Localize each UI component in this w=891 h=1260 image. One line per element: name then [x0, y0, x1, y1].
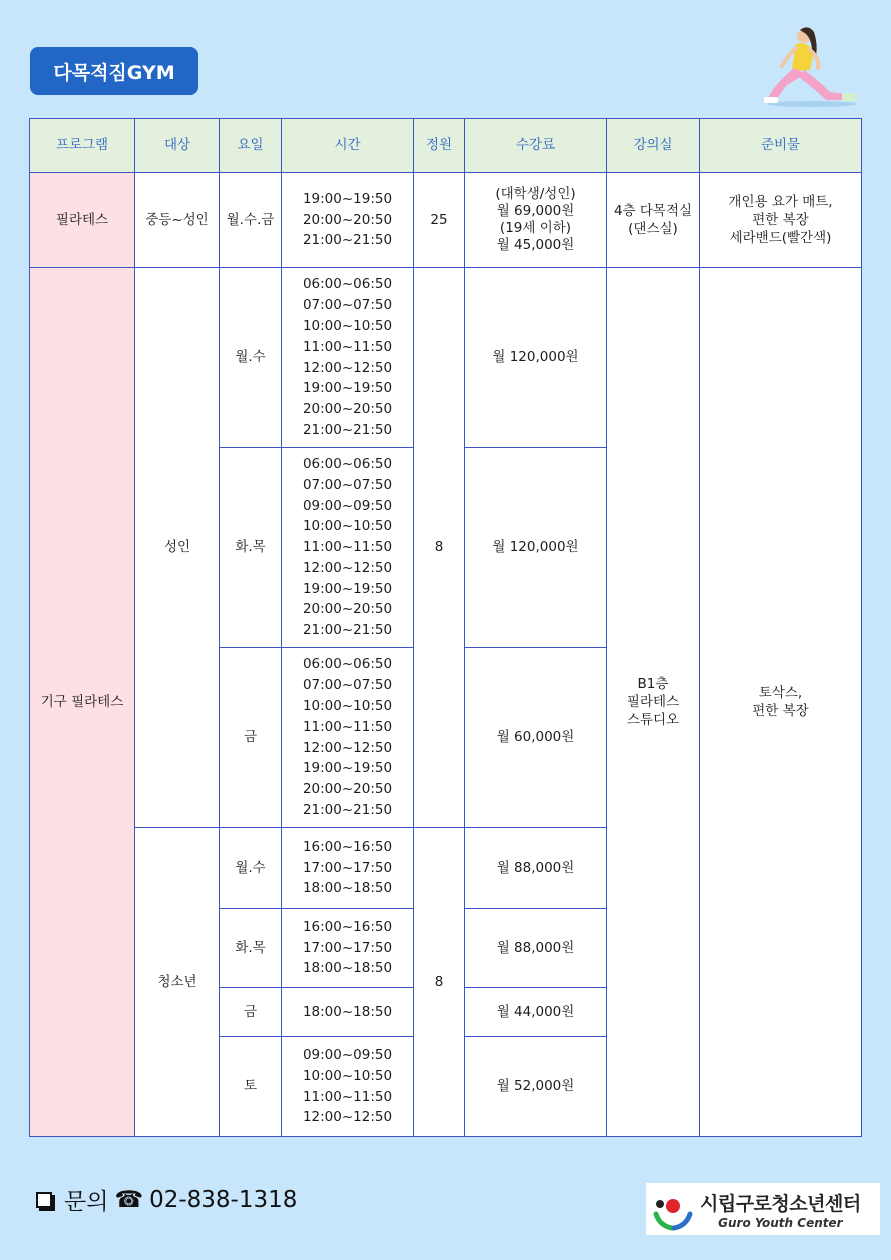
days-cell: 월.수 [220, 268, 282, 448]
header-time: 시간 [282, 119, 414, 173]
logo-korean-name: 시립구로청소년센터 [700, 1192, 861, 1215]
room-cell: 4층 다목적실 (댄스실) [607, 173, 700, 268]
schedule-table [29, 118, 862, 1137]
days-cell: 금 [220, 988, 282, 1037]
inquiry-line [36, 1183, 297, 1216]
inquiry-label: 문의 [64, 1189, 109, 1215]
fee-cell: 월 60,000원 [465, 648, 607, 828]
header-room: 강의실 [607, 119, 700, 173]
time-cell: 16:00~16:50 17:00~17:50 18:00~18:50 [282, 909, 414, 988]
program-pilates: 필라테스 [30, 173, 135, 268]
logo-english-name: Guro Youth Center [718, 1215, 843, 1230]
target-cell: 성인 [135, 268, 220, 828]
target-cell: 중등~성인 [135, 173, 220, 268]
checkbox-bullet-icon [36, 1192, 52, 1208]
phone-number: 02-838-1318 [149, 1186, 298, 1213]
header-fee: 수강료 [465, 119, 607, 173]
guro-youth-center-logo [646, 1183, 880, 1235]
capacity-cell: 25 [414, 173, 465, 268]
time-cell: 18:00~18:50 [282, 988, 414, 1037]
page-title: 다목적짐GYM [53, 61, 175, 84]
supplies-cell: 개인용 요가 매트, 편한 복장 세라밴드(빨간색) [700, 173, 862, 268]
days-cell: 토 [220, 1037, 282, 1137]
time-cell: 09:00~09:50 10:00~10:50 11:00~11:50 12:00~12:50 [282, 1037, 414, 1137]
fee-cell: 월 88,000원 [465, 909, 607, 988]
time-cell: 06:00~06:50 07:00~07:50 10:00~10:50 11:00~11:50 12:00~12:50 19:00~19:50 20:00~20:50 21:00~21:50 [282, 268, 414, 448]
header-target: 대상 [135, 119, 220, 173]
table-row [30, 268, 862, 448]
supplies-cell: 토삭스, 편한 복장 [700, 268, 862, 1137]
header-program: 프로그램 [30, 119, 135, 173]
header-capacity: 정원 [414, 119, 465, 173]
header-supplies: 준비물 [700, 119, 862, 173]
days-cell: 화.목 [220, 448, 282, 648]
fee-cell: (대학생/성인) 월 69,000원 (19세 이하) 월 45,000원 [465, 173, 607, 268]
days-cell: 금 [220, 648, 282, 828]
page-title-badge [30, 47, 198, 95]
header-days: 요일 [220, 119, 282, 173]
program-equipment-pilates: 기구 필라테스 [30, 268, 135, 1137]
time-cell: 19:00~19:50 20:00~20:50 21:00~21:50 [282, 173, 414, 268]
capacity-cell: 8 [414, 268, 465, 828]
target-cell: 청소년 [135, 828, 220, 1137]
days-cell: 월.수 [220, 828, 282, 909]
days-cell: 화.목 [220, 909, 282, 988]
fee-cell: 월 120,000원 [465, 268, 607, 448]
capacity-cell: 8 [414, 828, 465, 1137]
stretching-woman-illustration [760, 22, 860, 108]
days-cell: 월.수.금 [220, 173, 282, 268]
room-cell: B1층 필라테스 스튜디오 [607, 268, 700, 1137]
fee-cell: 월 44,000원 [465, 988, 607, 1037]
phone-icon: ☎ [114, 1186, 144, 1213]
center-emblem-icon [650, 1186, 696, 1232]
time-cell: 06:00~06:50 07:00~07:50 10:00~10:50 11:00~11:50 12:00~12:50 19:00~19:50 20:00~20:50 21:00~21:50 [282, 648, 414, 828]
table-header-row [30, 119, 862, 173]
time-cell: 06:00~06:50 07:00~07:50 09:00~09:50 10:00~10:50 11:00~11:50 12:00~12:50 19:00~19:50 20:00~20:50 21:00~21:50 [282, 448, 414, 648]
fee-cell: 월 52,000원 [465, 1037, 607, 1137]
fee-cell: 월 120,000원 [465, 448, 607, 648]
time-cell: 16:00~16:50 17:00~17:50 18:00~18:50 [282, 828, 414, 909]
fee-cell: 월 88,000원 [465, 828, 607, 909]
table-row-pilates [30, 173, 862, 268]
